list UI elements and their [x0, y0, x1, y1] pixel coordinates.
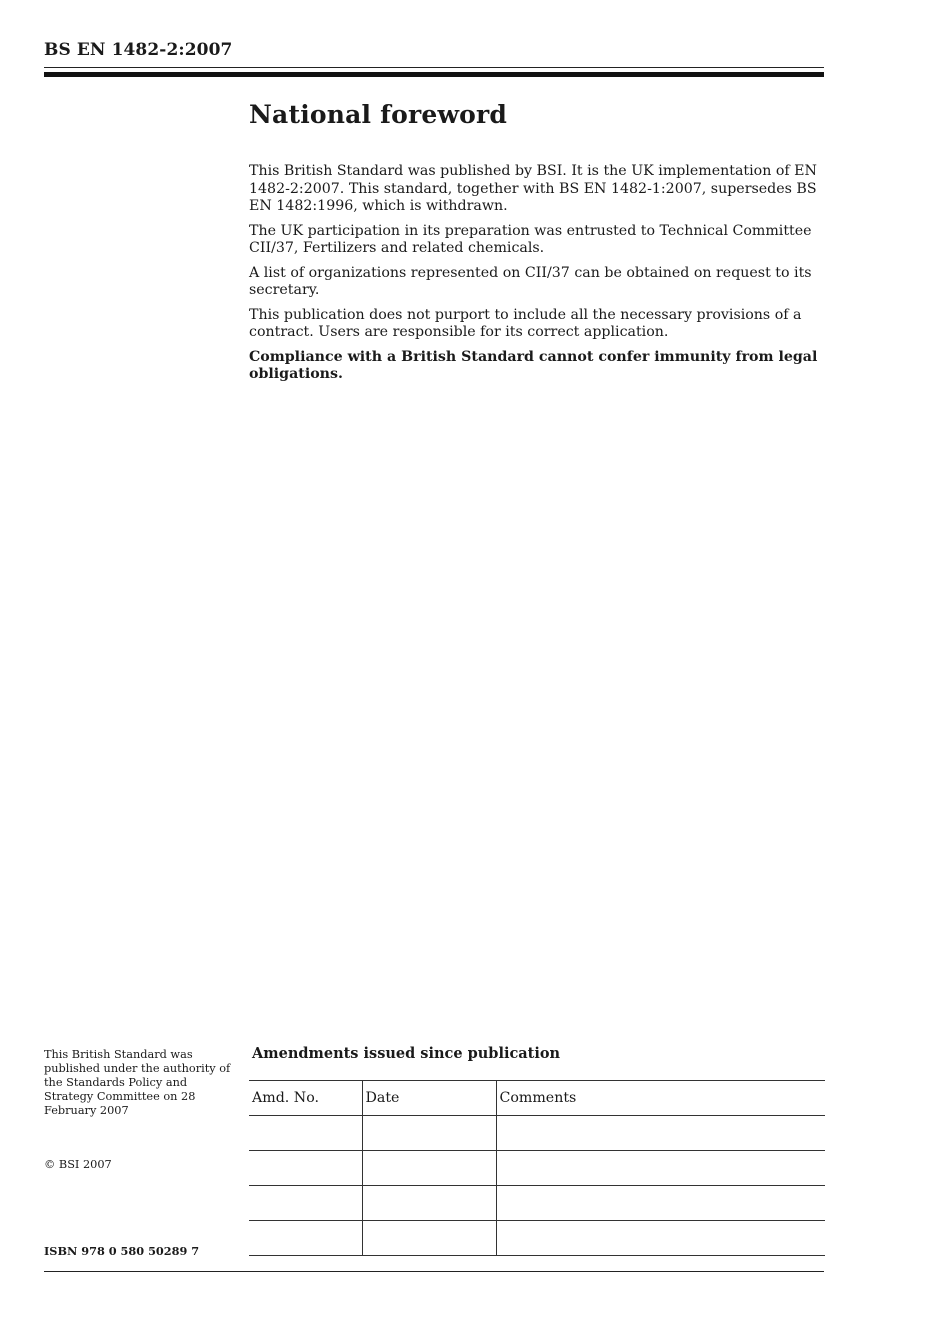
table-cell [496, 1186, 825, 1221]
foreword-paragraph: A list of organizations represented on CII/37 can be obtained on request to its secretary. [249, 264, 812, 298]
foreword-paragraph: This publication does not purport to include all the necessary provisions of a contract. Users are responsible for its correct application. [249, 306, 802, 340]
table-cell [362, 1151, 496, 1186]
table-cell [249, 1221, 362, 1256]
header-rule-thick [44, 72, 824, 77]
column-header-comments: Comments [496, 1081, 825, 1116]
footer-rule [44, 1271, 824, 1272]
publication-note: This British Standard was published under the authority of the Standards Policy and Strategy Committee on 28 February 2007 [44, 1048, 231, 1117]
table-cell [362, 1186, 496, 1221]
foreword-body [249, 163, 829, 391]
column-header-date: Date [362, 1081, 496, 1116]
foreword-paragraph: The UK participation in its preparation was entrusted to Technical Committee CII/37, Fertilizers and related chemicals. [249, 222, 812, 256]
compliance-statement: Compliance with a British Standard cannot confer immunity from legal obligations. [249, 348, 818, 382]
foreword-paragraph: This British Standard was published by BSI. It is the UK implementation of EN 1482-2:2007. This standard, together with BS EN 1482-1:2007, supersedes BS EN 1482:1996, which is withdrawn. [249, 163, 817, 214]
table-cell [249, 1186, 362, 1221]
table-row [249, 1221, 825, 1256]
table-row [249, 1151, 825, 1186]
table-row [249, 1186, 825, 1221]
table-cell [496, 1116, 825, 1151]
header-rule-thin [44, 67, 824, 68]
document-id: BS EN 1482-2:2007 [44, 40, 233, 60]
copyright-note: © BSI 2007 [44, 1158, 112, 1171]
table-cell [249, 1151, 362, 1186]
table-cell [362, 1221, 496, 1256]
amendments-table [249, 1080, 825, 1256]
table-row [249, 1116, 825, 1151]
table-cell [362, 1116, 496, 1151]
table-cell [249, 1116, 362, 1151]
table-cell [496, 1151, 825, 1186]
amendments-title: Amendments issued since publication [252, 1045, 561, 1062]
table-header-row [249, 1081, 825, 1116]
table-cell [496, 1221, 825, 1256]
page-title: National foreword [249, 100, 508, 129]
column-header-amd-no: Amd. No. [249, 1081, 362, 1116]
isbn: ISBN 978 0 580 50289 7 [44, 1244, 200, 1258]
